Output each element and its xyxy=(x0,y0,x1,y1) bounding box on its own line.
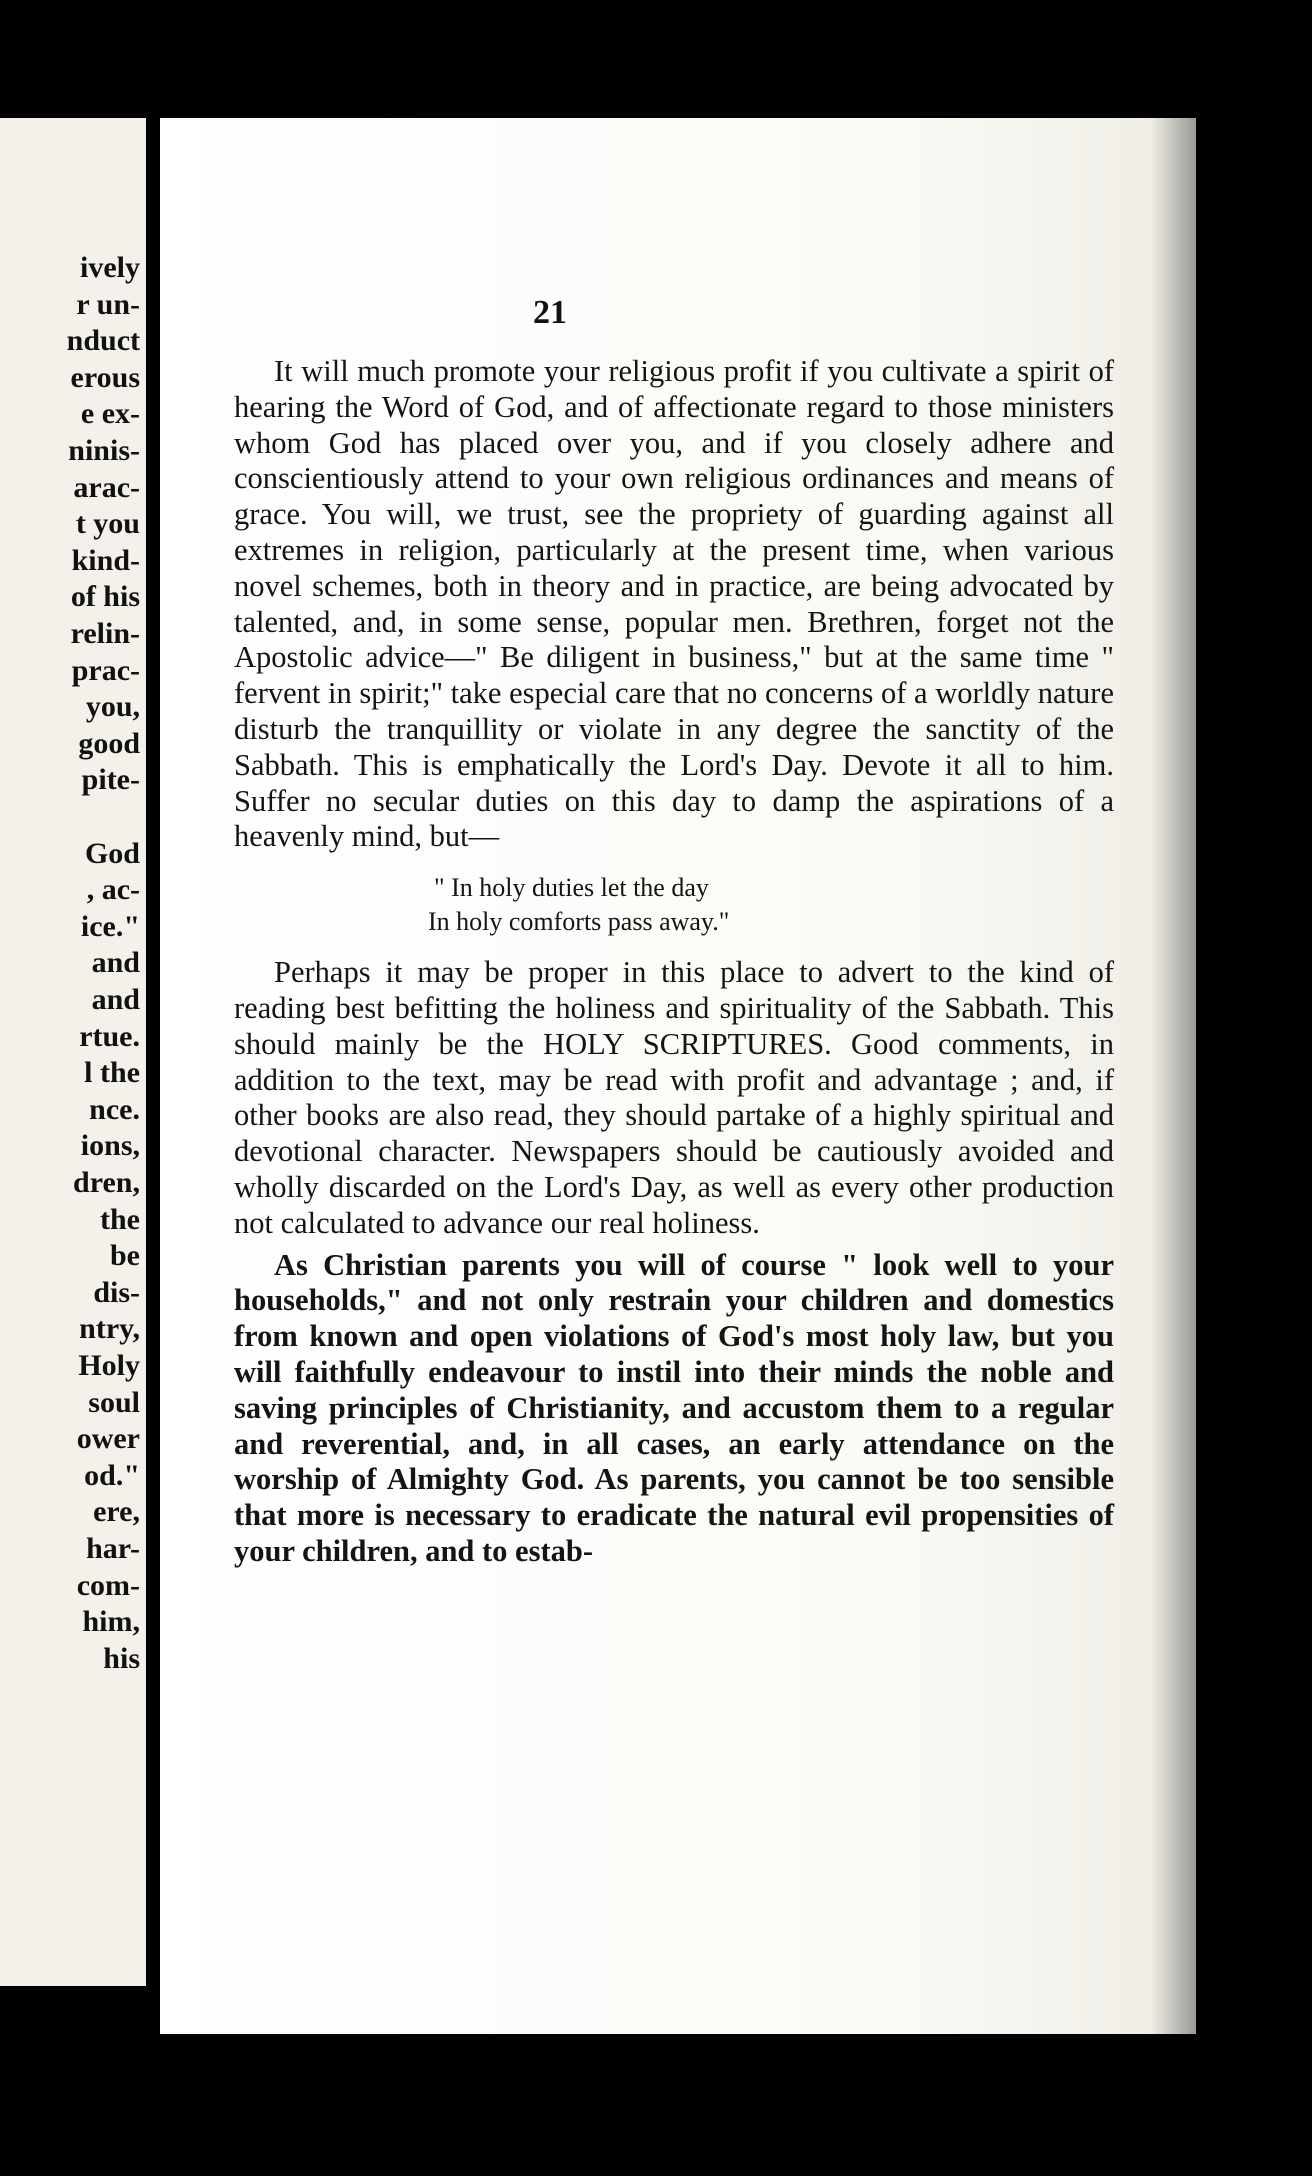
facing-page-text-fragment: and xyxy=(91,983,140,1016)
facing-page-text-fragment: dren, xyxy=(73,1166,140,1199)
facing-page-text-fragment: soul xyxy=(88,1385,140,1419)
facing-page-text-fragment: of his xyxy=(70,580,140,614)
facing-page-text-fragment: ninis- xyxy=(68,434,140,467)
facing-page-text-fragment: t you xyxy=(75,507,140,541)
quote-line: " In holy duties let the day xyxy=(434,873,709,903)
facing-page-text-fragment: dis- xyxy=(93,1275,140,1309)
facing-page-text-fragment: , ac- xyxy=(86,873,140,907)
facing-page-text-fragment: Holy xyxy=(78,1349,140,1382)
quote-line: In holy comforts pass away." xyxy=(428,907,730,937)
facing-page-text-fragment: God xyxy=(84,836,140,870)
page-edge-shadow xyxy=(1150,118,1196,2034)
facing-page-text-fragment: be xyxy=(110,1239,140,1273)
facing-page-text-fragment: rtue. xyxy=(79,1019,140,1053)
facing-page-text-fragment: od." xyxy=(84,1458,140,1492)
facing-page-fragment xyxy=(0,118,146,1986)
page-number: 21 xyxy=(533,294,567,331)
facing-page-text-fragment: the xyxy=(100,1202,140,1236)
facing-page-text-fragment: you, xyxy=(85,690,140,724)
facing-page-text-fragment: ere, xyxy=(93,1495,140,1529)
paragraph-sabbath-profit: It will much promote your religious profit if you cultivate a spirit of hearing the Word of God, and of affectionate regard to those ministers whom God has placed over you, and if you closely adhere and conscientiously attend to your own religious ordinances and means of grace. You will, we trust, see the propriety of guarding against all extremes in religion, particularly at the present time, when various novel schemes, both in theory and in practice, are being advocated by talented, and, in some sense, popular men. Brethren, forget not the Apostolic advice—" Be diligent in business," but at the same time " fervent in spirit;" take especial care that no concerns of a worldly nature disturb the tranquillity or violate in any degree the sanctity of the Sabbath. This is emphatically the Lord's Day. Devote it all to him. Suffer no secular duties on this day to damp the aspirations of a heavenly mind, but— xyxy=(234,354,1114,854)
paragraph-sabbath-reading: Perhaps it may be proper in this place to advert to the kind of reading best befitting the holiness and spirituality of the Sabbath. This should mainly be the HOLY SCRIPTURES. Good comments, in addition to the text, may be read with profit and advantage ; and, if other books are also read, they should partake of a highly spiritual and devotional character. Newspapers should be cautiously avoided and wholly discarded on the Lord's Day, as well as every other production not calculated to advance our real holiness. xyxy=(234,955,1114,1240)
facing-page-text-fragment: him, xyxy=(82,1605,140,1639)
facing-page-text-fragment: ower xyxy=(76,1422,140,1456)
facing-page-text-fragment: har- xyxy=(86,1532,140,1565)
book-page xyxy=(160,118,1196,2034)
facing-page-text-fragment: prac- xyxy=(71,653,140,687)
facing-page-text-fragment: ions, xyxy=(80,1129,140,1163)
facing-page-text-fragment: kind- xyxy=(71,543,140,577)
facing-page-text-fragment: and xyxy=(91,946,140,980)
facing-page-text-fragment: his xyxy=(103,1641,140,1675)
facing-page-text-fragment: r un- xyxy=(76,287,140,321)
facing-page-text-fragment: ively xyxy=(80,251,140,284)
verse-quote xyxy=(234,871,1114,939)
page-body xyxy=(234,354,1114,1570)
facing-page-text-fragment: nce. xyxy=(89,1092,140,1126)
paragraph-christian-parents: As Christian parents you will of course " look well to your households," and not only restrain your children and domestics from known and open violations of God's most holy law, but you will faithfully endeavour to instil into their minds the noble and saving principles of Christianity, and accustom them to a regular and reverential, and, in all cases, an early attendance on the worship of Almighty God. As parents, you cannot be too sensible that more is necessary to eradicate the natural evil propensities of your children, and to estab- xyxy=(234,1247,1114,1568)
facing-page-text-fragment: ntry, xyxy=(79,1312,140,1346)
facing-page-text-fragment: erous xyxy=(70,360,140,394)
facing-page-text-fragment: e ex- xyxy=(80,397,140,431)
facing-page-text-fragment: pite- xyxy=(81,763,140,797)
facing-page-text-fragment: arac- xyxy=(73,470,140,504)
facing-page-text-fragment: nduct xyxy=(66,324,140,358)
facing-page-text-fragment: l the xyxy=(84,1056,140,1090)
facing-page-text-fragment: good xyxy=(78,726,140,760)
facing-page-text-fragment: ice." xyxy=(80,909,140,943)
facing-page-text-fragment: relin- xyxy=(70,617,140,650)
facing-page-text-fragment: com- xyxy=(76,1568,140,1602)
